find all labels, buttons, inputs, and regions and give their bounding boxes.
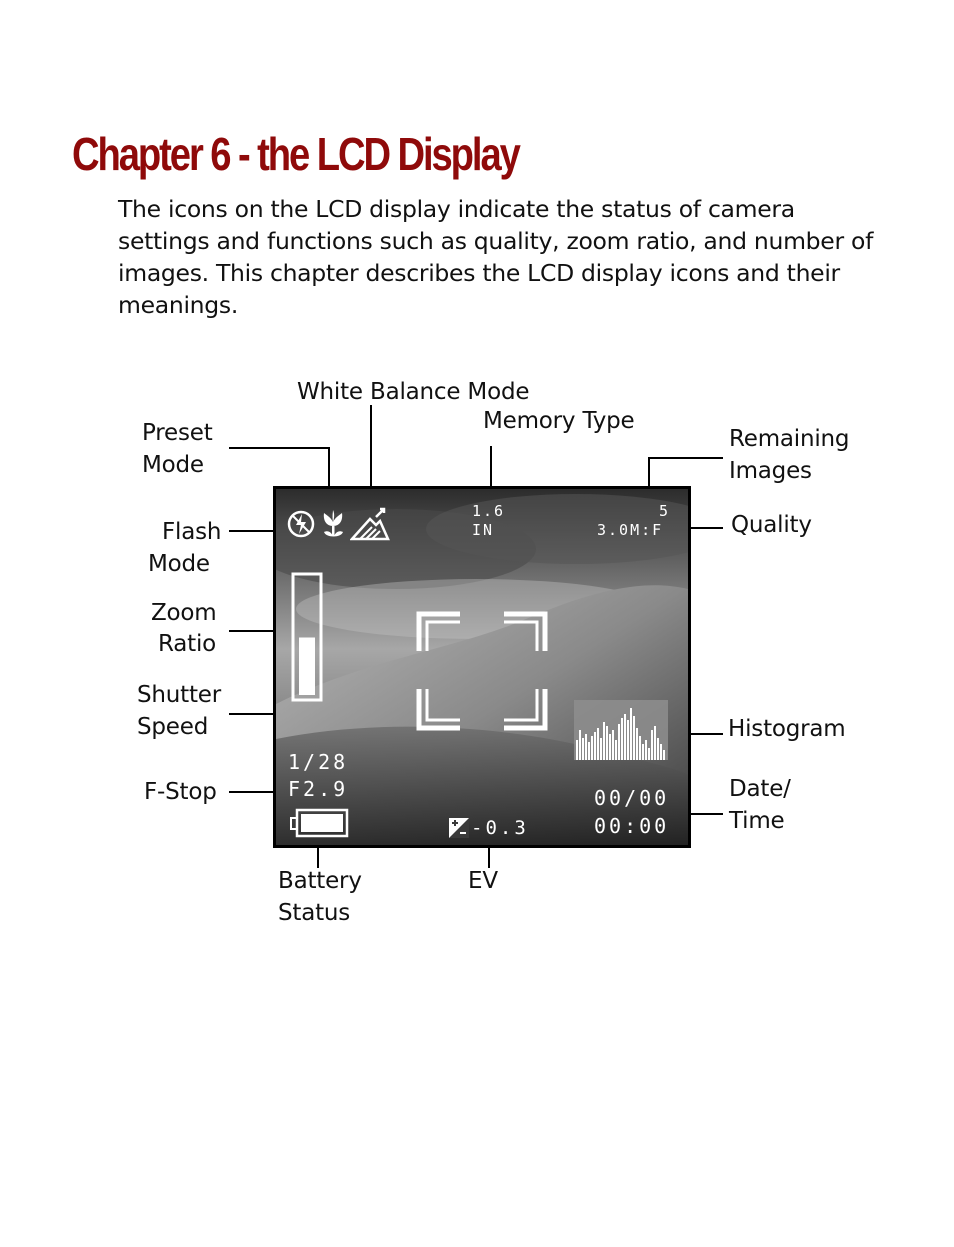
lcd-zoom-ratio: 1.6 (472, 502, 506, 520)
label-ev: EV (468, 868, 498, 894)
zoom-bar-fill (299, 638, 315, 696)
label-histogram: Histogram (728, 716, 846, 742)
focus-frame-icon (416, 611, 548, 731)
macro-icon (320, 508, 346, 540)
leader-remaining-h (648, 457, 723, 459)
label-remaining-line1: Remaining (729, 426, 850, 452)
lcd-shutter-speed: 1/28 (288, 750, 349, 774)
lcd-quality: 3.0M:F (597, 521, 664, 539)
label-datetime-line2: Time (729, 808, 785, 834)
label-preset-mode-line1: Preset (142, 420, 213, 446)
white-balance-icon (350, 507, 390, 541)
label-shutter-line1: Shutter (137, 682, 221, 708)
zoom-bar (291, 572, 325, 706)
label-preset-mode-line2: Mode (142, 452, 204, 478)
lcd-screen (273, 486, 691, 848)
label-battery-line1: Battery (278, 868, 362, 894)
label-datetime-line1: Date/ (729, 776, 791, 802)
lcd-memory-type: IN (472, 521, 495, 539)
lcd-remaining-images: 5 (659, 502, 671, 520)
label-quality: Quality (731, 512, 812, 538)
label-zoom-line2: Ratio (158, 631, 217, 657)
histogram-icon (574, 700, 668, 760)
lcd-ev-value: -0.3 (471, 817, 529, 839)
label-flash-line2: Mode (148, 551, 210, 577)
intro-paragraph: The icons on the LCD display indicate the status of camera settings and functions such as quality, zoom ratio, and number of images. This chapter describes the LCD display icons and their meanings. (118, 195, 874, 319)
label-shutter-line2: Speed (137, 714, 209, 740)
label-white-balance: White Balance Mode (297, 379, 530, 405)
battery-fill (301, 814, 343, 832)
lcd-time: 00:00 (594, 814, 670, 838)
label-remaining-line2: Images (729, 458, 812, 484)
label-zoom-line1: Zoom (151, 600, 217, 626)
label-memory-type: Memory Type (483, 408, 635, 434)
flash-off-icon (286, 509, 316, 539)
lcd-fstop: F2.9 (288, 777, 349, 801)
chapter-title: Chapter 6 - the LCD Display (72, 128, 519, 180)
leader-white-balance (370, 405, 372, 498)
leader-preset-h (229, 447, 330, 449)
label-battery-line2: Status (278, 900, 351, 926)
label-flash-line1: Flash (162, 519, 222, 545)
ev-icon (448, 817, 470, 839)
battery-icon (290, 807, 350, 839)
label-fstop: F-Stop (144, 779, 217, 805)
lcd-date: 00/00 (594, 786, 670, 810)
